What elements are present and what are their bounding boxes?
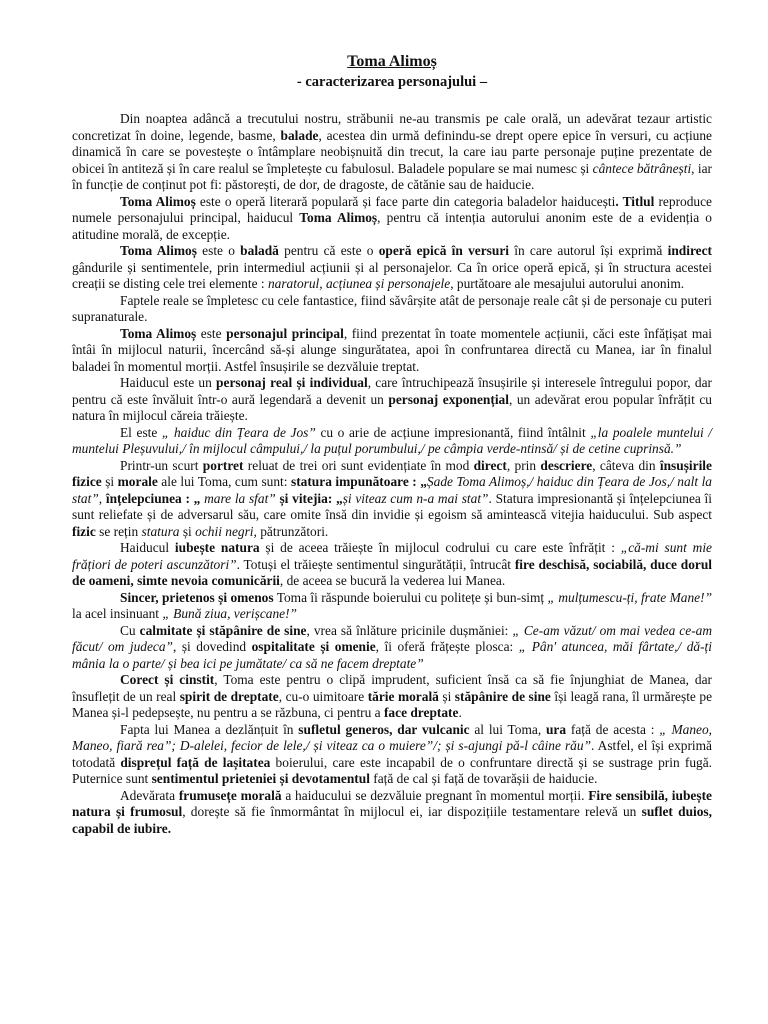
italic-run: mare la sfat” [200,490,280,506]
bold-run: Fire sensibilă, iubește natura și frumosul [72,787,712,819]
bold-run: vitejia: „ [292,490,343,506]
text-run: , prin [506,457,541,473]
document-page [72,52,712,837]
italic-run: ochii negri, [195,523,257,539]
italic-run: și viteaz cum n-a mai stat” [342,490,489,506]
paragraph-title-meaning [72,194,712,244]
text-run: Toma îi răspunde boierului cu politețe și bun-simț [273,589,548,605]
text-run: , de aceea se bucură la vederea lui Manea. [279,573,506,588]
bold-run: frumusețe morală [178,787,282,803]
text-run: gândurile și sentimentele, prin intermediul acțiunii și al personajelor. Ca în orice operă epică, și în structura acestei creații se disting cele trei elemente : [72,259,712,291]
bold-run: baladă [240,243,279,258]
text-run: și [179,523,196,539]
bold-run: Toma Alimoș [120,325,197,341]
paragraph-honest [72,672,712,722]
text-run: , [98,490,106,506]
italic-run: „ mulțumescu-ți, frate Mane!” [547,589,713,605]
text-run: , îi oferă frățește plosca: [375,639,519,654]
paragraph-intro [72,111,712,194]
paragraph-main-character [72,326,712,376]
text-run: , vrea să înlăture pricinile dușmăniei: [306,622,513,638]
text-run: ale lui Toma, cum sunt: [157,474,291,489]
italic-run: „ haiduc din Țeara de Jos” [161,424,316,440]
paragraph-haiduc-area [72,425,712,458]
text-run: este [196,325,227,341]
bold-run: Corect și cinstit [120,672,215,687]
paragraph-real-fantastic [72,293,712,326]
text-run: . [458,705,462,720]
italic-run: „ Pân' atuncea, măi fârtate,/ dă-ți mânia la o parte/ și bea ici pe jumătate/ ca să ne facem dreptate” [72,639,713,671]
bold-run: face dreptate [383,705,459,720]
bold-run: ospitalitate și omenie [251,639,376,654]
paragraph-portrait [72,458,712,541]
text-run: , dorește să fie înmormântat în mijlocul ei, iar dispozițiile testamentare relevă un [182,804,642,819]
text-run: , pentru că intenția autorului anonim este de a evidenția o atitudine morală, de excepție. [72,210,712,242]
bold-run: tărie morală [367,688,439,704]
italic-run: naratorul, acțiunea și personajele [267,276,451,291]
bold-run: ura [545,721,567,737]
bold-run: sufletul generos, dar vulcanic [298,721,470,737]
italic-run: cântece bătrânești [592,160,692,176]
text-run: Fapta lui Manea a dezlănțuit în [120,721,299,737]
text-run: reproduce numele personajului principal, haiducul [72,193,712,225]
text-run: , câteva din [592,457,660,473]
text-run: . Statura impresionantă și înțelepciunea îi sunt reliefate și de adversarul său, care omite însă din invidie și egoism să amintească vitejia haiducului. Sub aspect [72,490,712,522]
text-run: , și dovedind [173,639,252,654]
paragraph-real-individual [72,375,712,425]
text-run: , care întruchipează însușirile și interesele întregului popor, dar pentru că este învăluit într-o aură legendară a devenit un [72,375,712,407]
paragraph-sincere [72,590,712,623]
bold-run: operă epică în versuri [378,243,509,258]
text-run: , Toma este pentru o clipă imprudent, suficient însă ca să fie înjunghiat de Manea, dar însuflețit de un real [72,672,712,704]
text-run: , acestea din urmă definindu-se drept opere epice în versuri, cu acțiune dinamică în care se povestește o întâmplare neobișnuită din trecut, la care iau parte personaje puține prezentate de obicei în antiteză și în care realul se împletește cu fabulosul. Baladele populare se mai numesc și [72,127,712,176]
bold-run: disprețul față de lașitatea [120,754,271,770]
text-run: cu o arie de acțiune impresionantă, fiind întâlnit [315,424,591,440]
text-run: este o [196,243,241,258]
paragraph-calm [72,623,712,673]
bold-run: iubește natura [174,540,260,555]
text-run: față de cal și față de tovarășii de haiducie. [369,771,598,786]
bold-run: balade [280,127,319,143]
bold-run: calmitate și stăpânire de sine [139,622,307,638]
bold-run: sentimentul prieteniei și devotamentul [151,771,370,786]
bold-run: descriere [540,457,593,473]
italic-run: „ Maneo, Maneo, fiară rea”; D-alelei, fecior de lele,/ și viteaz ca o muiere”/; și s-ajungi pă-l câine rău” [72,721,712,753]
bold-run: indirect [667,243,712,258]
bold-run: personaj exponențial [388,391,509,407]
paragraph-moral-beauty [72,788,712,838]
italic-run: „că-mi sunt mie frățiori de poteri ascunzători” [72,540,712,572]
text-run: El este [120,424,162,440]
text-run: și de aceea trăiește în mijlocul codrului cu care este înfrățit : [259,540,621,555]
bold-run: direct [473,457,507,473]
text-run: se rețin [95,523,142,539]
bold-run: portret [202,457,244,473]
text-run: pentru că este o [278,243,379,258]
italic-run: statura [141,523,180,539]
bold-run: Toma Alimoș [120,193,196,209]
text-run: al lui Toma, [469,721,546,737]
text-run: pătrunzători. [256,523,329,539]
paragraph-manea-deed [72,722,712,788]
text-run: reluat de trei ori sunt evidențiate în mod [243,457,474,473]
bold-run: suflet duios, capabil de iubire. [72,804,712,836]
text-run: este o operă literară populară și face parte din categoria baladelor haiducești [195,193,616,209]
text-run: , cu-o uimitoare [278,688,368,704]
text-run: , fiind prezentat în toate momentele acțiunii, căci este înfățișat mai întâi în mijlocul naturii, încercând să-și alunge singurătatea, apoi în confruntarea directă cu Manea, iar în finalul baladei în momentul morții. Astfel însușirile se dezvăluie treptat. [72,325,713,374]
text-run: boierului, care este incapabil de o confruntare directă și se sustrage prin fugă. Puternice sunt [72,754,713,786]
page-title: Toma Alimoș [347,53,437,70]
text-run: la acel insinuant [72,606,163,621]
text-run: . Totuși el trăiește sentimentul singurătății, întrucât [236,556,515,572]
text-run: Din noaptea adâncă a trecutului nostru, străbunii ne-au transmis pe cale orală, un adevărat tezaur artistic concretizat în doine, legende, basme, [72,111,712,143]
bold-run: . Titlul [615,193,655,209]
bold-run: statura impunătoare : „ [290,474,427,489]
text-run: a haiducului se dezvăluie pregnant în momentul morții. [281,787,589,803]
bold-run: Toma Alimoș [120,243,197,258]
bold-run: și [279,490,289,506]
bold-run: stăpânire de sine [454,688,551,704]
bold-run: fizic [72,523,96,539]
text-run: Faptele reale se împletesc cu cele fantastice, fiind săvârșite atât de personaje reale cât și de personaje cu puteri supranaturale. [72,292,712,324]
text-run: , iar în funcție de conținut pot fi: păstorești, de dor, de dragoste, de cătănie sau de haiducie. [72,160,712,192]
bold-run: spirit de dreptate [179,688,279,704]
text-run: , purtătoare ale mesajului autorului anonim. [450,276,685,291]
paragraph-balada [72,243,712,293]
bold-run: fire deschisă, sociabilă, duce dorul de oameni, simte nevoia comunicării [72,556,712,588]
bold-run: înțelepciunea : „ [105,490,201,506]
text-run: Adevărata [120,787,179,803]
bold-run: Sincer, prietenos și omenos [120,589,274,605]
text-run: își leagă rana, îl urmărește pe Manea și-l pedepsește, nu pentru a se răzbuna, ci pentru a [72,688,713,720]
page-subtitle: - caracterizarea personajului – [296,74,488,90]
bold-run: morale [117,474,158,489]
italic-run: „ Bună ziua, verișcane!” [162,606,297,621]
text-run: Cu [120,622,140,638]
text-run: , un adevărat erou popular înfrățit cu natura în mijlocul căreia trăiește. [72,391,712,423]
paragraph-nature [72,540,712,590]
text-run: față de acesta : [566,721,660,737]
bold-run: personaj real și individual [216,375,368,390]
italic-run: „ Ce-am văzut/ om mai vedea ce-am făcut/ om judeca” [72,622,713,654]
text-run: Haiducul este un [120,375,217,390]
bold-run: Toma Alimoș [299,210,378,225]
text-run: . Astfel, el își exprimă totodată [72,738,712,770]
text-run: Printr-un scurt [120,457,203,473]
bold-run: personajul principal [226,325,344,341]
text-run: în care autorul își exprimă [508,243,668,258]
italic-run: „la poalele muntelui / muntelui Pleșuvului,/ în mijlocul câmpului,/ la puțul porumbului,/ pe câmpia verde-ntinsă/ și de cetine cuprinsă.” [72,424,713,456]
bold-run: însușirile fizice [72,457,712,489]
text-run: Haiducul [120,540,175,555]
text-run: și [101,474,118,489]
italic-run: Șade Toma Alimoș,/ haiduc din Țeara de Jos,/ nalt la stat” [72,474,712,506]
text-run: și [438,688,455,704]
